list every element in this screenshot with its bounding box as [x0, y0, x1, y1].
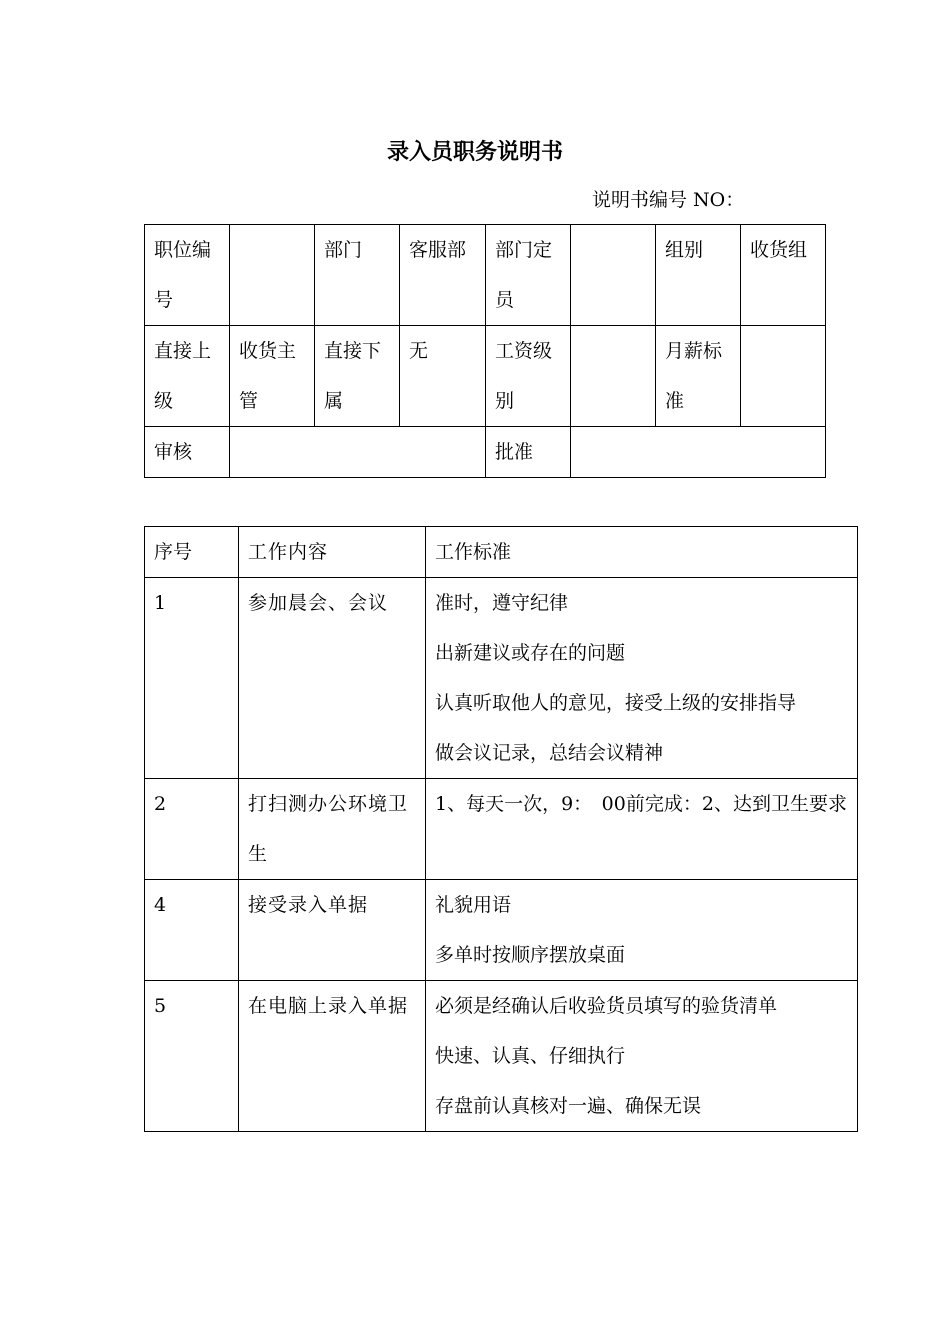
doc-number-label: 说明书编号 NO： [592, 189, 745, 211]
duty-standards [426, 779, 858, 880]
duty-standard-line: 做会议记录，总结会议精神 [435, 742, 664, 764]
salary-grade-value [571, 326, 656, 427]
duty-standard-line: 必须是经确认后收验货员填写的验货清单 [435, 995, 778, 1017]
group-value: 收货组 [741, 225, 826, 326]
duty-standard-line: 准时，遵守纪律 [435, 592, 569, 614]
subordinate-value: 无 [400, 326, 486, 427]
position-no-value [230, 225, 315, 326]
dept-headcount-label: 部门定员 [486, 225, 571, 326]
duty-standard-line: 认真听取他人的意见，接受上级的安排指导 [435, 692, 797, 714]
header-content: 工作内容 [239, 527, 426, 578]
duty-no: 2 [145, 779, 239, 880]
dept-value: 客服部 [400, 225, 486, 326]
duty-row [145, 981, 858, 1132]
duty-row [145, 779, 858, 880]
monthly-salary-label: 月薪标准 [656, 326, 741, 427]
duty-content: 接受录入单据 [239, 880, 426, 981]
duty-standard-line: 多单时按顺序摆放桌面 [435, 944, 626, 966]
duty-row [145, 880, 858, 981]
review-value [230, 427, 486, 478]
approve-value [571, 427, 826, 478]
duty-no: 5 [145, 981, 239, 1132]
duty-standard-line: 礼貌用语 [435, 894, 512, 916]
monthly-salary-value [741, 326, 826, 427]
duty-standard-line: 存盘前认真核对一遍、确保无误 [435, 1095, 702, 1117]
duty-content: 打扫测办公环境卫生 [239, 779, 426, 880]
header-standard: 工作标准 [426, 527, 858, 578]
header-no: 序号 [145, 527, 239, 578]
duty-standards [426, 578, 858, 779]
duty-no: 1 [145, 578, 239, 779]
position-info-table [144, 224, 826, 478]
supervisor-value: 收货主管 [230, 326, 315, 427]
approve-label: 批准 [486, 427, 571, 478]
duty-row [145, 578, 858, 779]
salary-grade-label: 工资级别 [486, 326, 571, 427]
duties-table [144, 526, 858, 1132]
duty-standards [426, 981, 858, 1132]
position-no-label: 职位编号 [145, 225, 230, 326]
document-title: 录入员职务说明书 [386, 139, 563, 165]
dept-label: 部门 [315, 225, 400, 326]
duty-standard-line: 快速、认真、仔细执行 [435, 1045, 626, 1067]
duty-content: 参加晨会、会议 [239, 578, 426, 779]
group-label: 组别 [656, 225, 741, 326]
supervisor-label: 直接上级 [145, 326, 230, 427]
dept-headcount-value [571, 225, 656, 326]
duty-standard-line: 1、每天一次，9： 00前完成：2、达到卫生要求 [435, 793, 847, 815]
subordinate-label: 直接下属 [315, 326, 400, 427]
review-label: 审核 [145, 427, 230, 478]
duty-no: 4 [145, 880, 239, 981]
duty-standard-line: 出新建议或存在的问题 [435, 642, 626, 664]
duty-standards [426, 880, 858, 981]
duty-content: 在电脑上录入单据 [239, 981, 426, 1132]
